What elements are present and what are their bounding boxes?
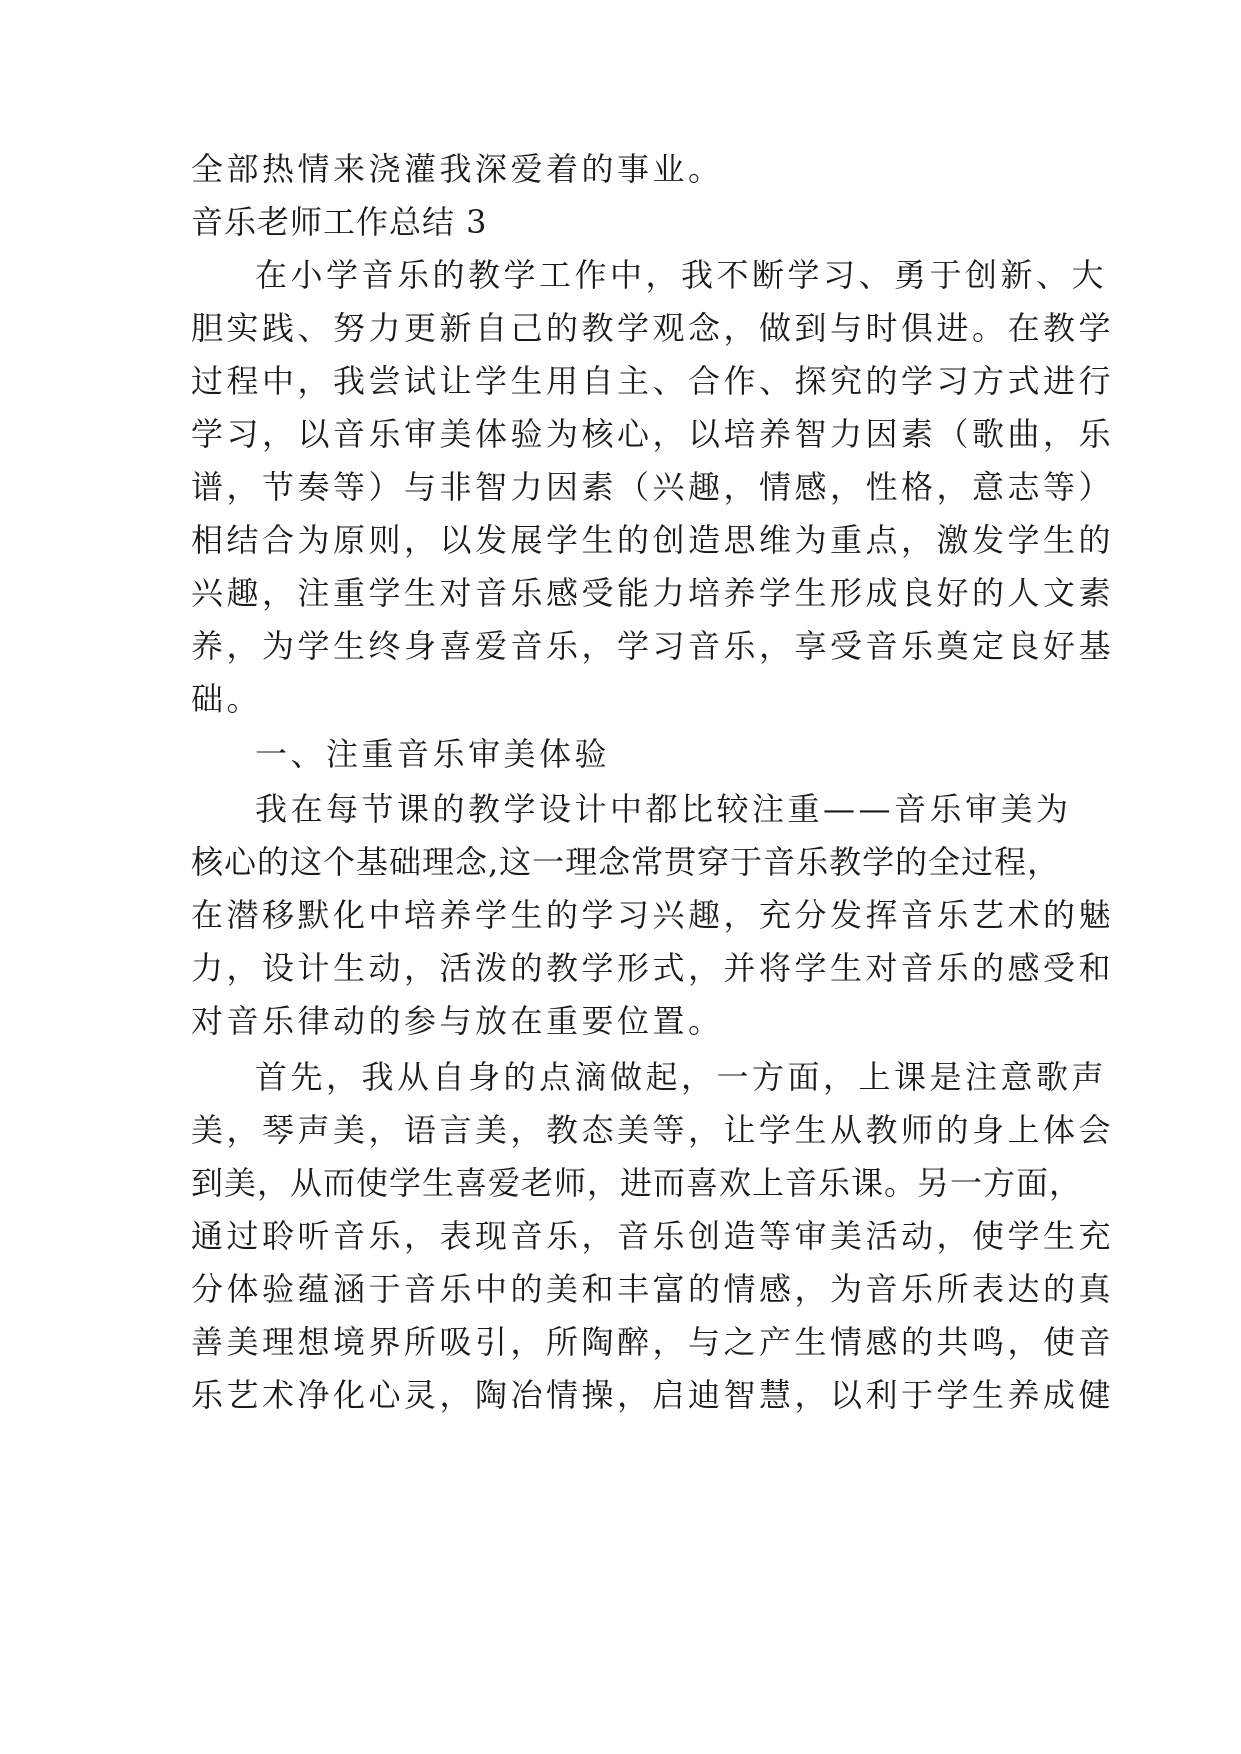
paragraph-line: 过程中，我尝试让学生用自主、合作、探究的学习方式进行: [191, 362, 1115, 400]
paragraph-line: 美，琴声美，语言美，教态美等，让学生从教师的身上体会: [191, 1111, 1115, 1149]
paragraph-line: 善美理想境界所吸引，所陶醉，与之产生情感的共鸣，使音: [191, 1323, 1115, 1361]
paragraph-line: 兴趣，注重学生对音乐感受能力培养学生形成良好的人文素: [191, 574, 1115, 612]
subsection-heading: 一、注重音乐审美体验: [255, 735, 611, 773]
section-title: 音乐老师工作总结 3: [191, 203, 488, 241]
paragraph-line: 础。: [191, 680, 263, 718]
paragraph-line: 全部热情来浇灌我深爱着的事业。: [191, 150, 724, 188]
paragraph-line: 养，为学生终身喜爱音乐，学习音乐，享受音乐奠定良好基: [191, 627, 1115, 665]
paragraph-line: 在小学音乐的教学工作中，我不断学习、勇于创新、大: [255, 256, 1108, 294]
paragraph-line: 力，设计生动，活泼的教学形式，并将学生对音乐的感受和: [191, 949, 1115, 987]
paragraph-line: 首先，我从自身的点滴做起，一方面，上课是注意歌声: [255, 1058, 1108, 1096]
paragraph-line: 对音乐律动的参与放在重要位置。: [191, 1002, 724, 1040]
paragraph-line: 我在每节课的教学设计中都比较注重——音乐审美为: [255, 790, 1072, 828]
paragraph-line: 到美，从而使学生喜爱老师，进而喜欢上音乐课。另一方面，: [191, 1164, 1083, 1202]
paragraph-line: 学习，以音乐审美体验为核心，以培养智力因素（歌曲，乐: [191, 415, 1115, 453]
paragraph-line: 谱，节奏等）与非智力因素（兴趣，情感，性格，意志等）: [191, 468, 1115, 506]
paragraph-line: 在潜移默化中培养学生的学习兴趣，充分发挥音乐艺术的魅: [191, 896, 1115, 934]
paragraph-line: 分体验蕴涵于音乐中的美和丰富的情感，为音乐所表达的真: [191, 1270, 1115, 1308]
paragraph-line: 相结合为原则，以发展学生的创造思维为重点，激发学生的: [191, 521, 1115, 559]
paragraph-line: 胆实践、努力更新自己的教学观念，做到与时俱进。在教学: [191, 309, 1115, 347]
paragraph-line: 核心的这个基础理念,这一理念常贯穿于音乐教学的全过程，: [191, 843, 1061, 881]
paragraph-line: 乐艺术净化心灵，陶冶情操，启迪智慧，以利于学生养成健: [191, 1376, 1115, 1414]
paragraph-line: 通过聆听音乐，表现音乐，音乐创造等审美活动，使学生充: [191, 1217, 1115, 1255]
